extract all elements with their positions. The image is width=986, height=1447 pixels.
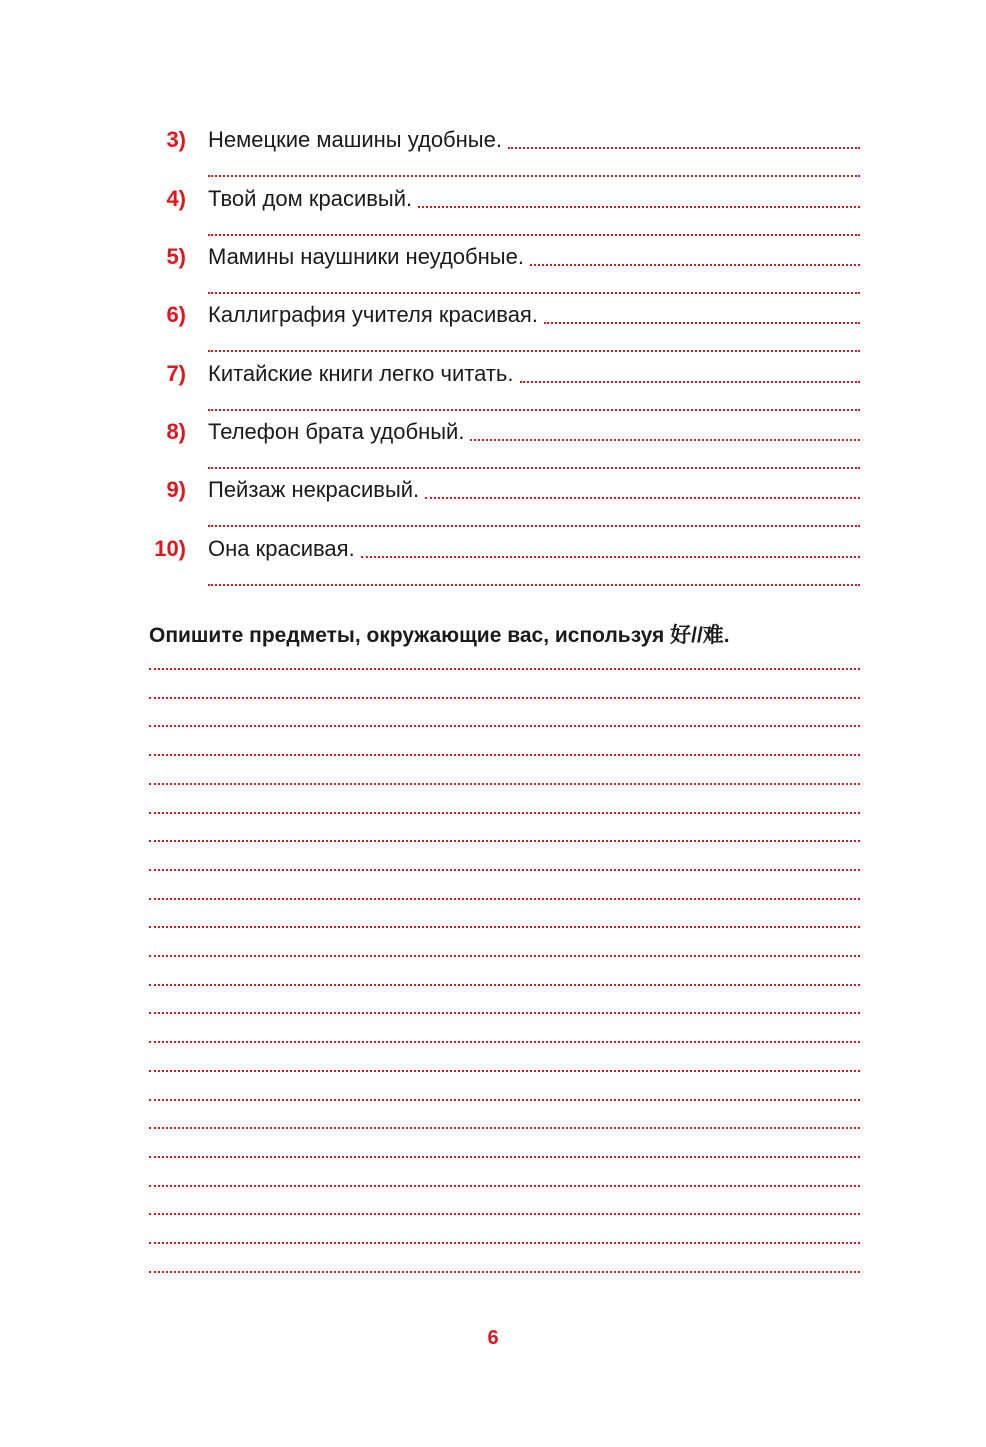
item-row: [208, 300, 860, 330]
answer-fill-line[interactable]: [520, 381, 860, 383]
writing-line[interactable]: [149, 1271, 860, 1273]
item-row: [208, 359, 860, 389]
writing-line[interactable]: [149, 783, 860, 785]
item-number: 3): [166, 127, 186, 152]
answer-fill-line[interactable]: [530, 264, 860, 266]
writing-line[interactable]: [149, 1213, 860, 1215]
answer-fill-line[interactable]: [508, 147, 860, 149]
item-number: 8): [166, 419, 186, 444]
item-number: 10): [154, 536, 186, 561]
item-row: [208, 125, 860, 155]
writing-line[interactable]: [149, 668, 860, 670]
answer-fill-line[interactable]: [418, 206, 860, 208]
answer-line[interactable]: [208, 350, 860, 352]
item-sentence: Твой дом красивый.: [208, 186, 413, 211]
writing-line[interactable]: [149, 955, 860, 957]
writing-line[interactable]: [149, 1070, 860, 1072]
writing-line[interactable]: [149, 754, 860, 756]
answer-fill-line[interactable]: [544, 322, 860, 324]
answer-fill-line[interactable]: [425, 497, 860, 499]
item-sentence: Немецкие машины удобные.: [208, 127, 502, 152]
writing-line[interactable]: [149, 1185, 860, 1187]
exercise-item: [0, 242, 986, 302]
writing-line[interactable]: [149, 697, 860, 699]
exercise-item: [0, 125, 986, 185]
item-number: 9): [166, 477, 186, 502]
item-sentence: Каллиграфия учителя красивая.: [208, 302, 538, 327]
item-number: 7): [166, 361, 186, 386]
answer-line[interactable]: [208, 584, 860, 586]
exercise-item: [0, 417, 986, 477]
item-row: [208, 534, 860, 564]
writing-line[interactable]: [149, 869, 860, 871]
answer-line[interactable]: [208, 175, 860, 177]
item-sentence: Мамины наушники неудобные.: [208, 244, 524, 269]
answer-line[interactable]: [208, 234, 860, 236]
answer-fill-line[interactable]: [361, 556, 860, 558]
writing-area: [149, 668, 860, 1288]
writing-line[interactable]: [149, 1242, 860, 1244]
item-row: [208, 184, 860, 214]
writing-line[interactable]: [149, 1041, 860, 1043]
writing-line[interactable]: [149, 725, 860, 727]
item-row: [208, 475, 860, 505]
exercise-item: [0, 184, 986, 244]
exercise-item: [0, 475, 986, 535]
exercise-item: [0, 300, 986, 360]
item-sentence: Она красивая.: [208, 536, 355, 561]
item-row: [208, 417, 860, 447]
writing-line[interactable]: [149, 1012, 860, 1014]
writing-line[interactable]: [149, 840, 860, 842]
item-sentence: Китайские книги легко читать.: [208, 361, 514, 386]
writing-line[interactable]: [149, 812, 860, 814]
answer-line[interactable]: [208, 292, 860, 294]
item-row: [208, 242, 860, 272]
item-number: 5): [166, 244, 186, 269]
answer-line[interactable]: [208, 467, 860, 469]
exercise-item: [0, 534, 986, 594]
writing-line[interactable]: [149, 1099, 860, 1101]
writing-line[interactable]: [149, 984, 860, 986]
item-number: 4): [166, 186, 186, 211]
answer-line[interactable]: [208, 409, 860, 411]
task-heading: Опишите предметы, окружающие вас, используя 好//难.: [149, 624, 730, 647]
answer-fill-line[interactable]: [470, 439, 860, 441]
writing-line[interactable]: [149, 926, 860, 928]
writing-line[interactable]: [149, 1127, 860, 1129]
exercise-item: [0, 359, 986, 419]
item-number: 6): [166, 302, 186, 327]
item-sentence: Пейзаж некрасивый.: [208, 477, 420, 502]
item-sentence: Телефон брата удобный.: [208, 419, 465, 444]
writing-line[interactable]: [149, 1156, 860, 1158]
writing-line[interactable]: [149, 898, 860, 900]
page-number: 6: [487, 1327, 499, 1349]
answer-line[interactable]: [208, 525, 860, 527]
